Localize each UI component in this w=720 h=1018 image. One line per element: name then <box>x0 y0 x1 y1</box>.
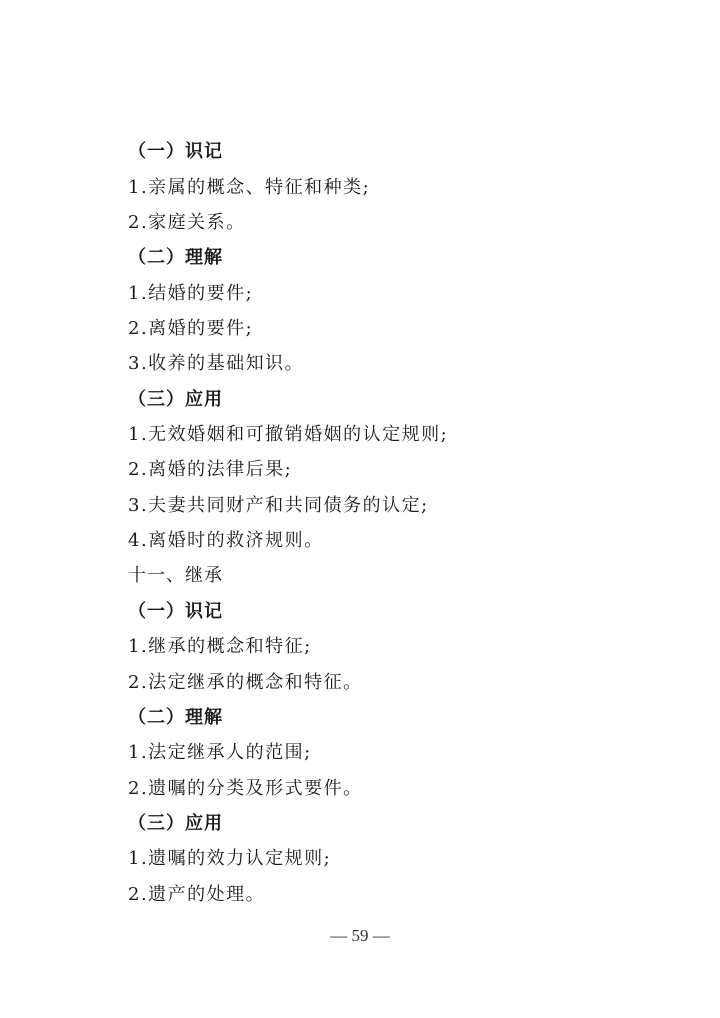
list-item: 3.收养的基础知识。 <box>128 353 305 374</box>
subsection-heading-memorize: （一）识记 <box>128 601 223 622</box>
list-item: 1.继承的概念和特征; <box>128 636 312 657</box>
subsection-heading-memorize: （一）识记 <box>128 141 223 162</box>
list-item: 2.法定继承的概念和特征。 <box>128 672 363 693</box>
list-item: 1.无效婚姻和可撤销婚姻的认定规则; <box>128 424 449 445</box>
list-item: 2.离婚的法律后果; <box>128 459 293 480</box>
subsection-heading-apply: （三）应用 <box>128 389 223 410</box>
list-item: 4.离婚时的救济规则。 <box>128 530 324 551</box>
subsection-heading-apply: （三）应用 <box>128 813 223 834</box>
list-item: 2.遗产的处理。 <box>128 884 266 905</box>
page-number: — 59 — <box>330 926 390 945</box>
list-item: 2.离婚的要件; <box>128 318 254 339</box>
list-item: 1.遗嘱的效力认定规则; <box>128 848 332 869</box>
list-item: 1.亲属的概念、特征和种类; <box>128 177 371 198</box>
subsection-heading-understand: （二）理解 <box>128 247 223 268</box>
list-item: 1.法定继承人的范围; <box>128 742 312 763</box>
list-item: 1.结婚的要件; <box>128 283 254 304</box>
list-item: 2.家庭关系。 <box>128 212 246 233</box>
section-heading-inheritance: 十一、继承 <box>128 565 223 586</box>
list-item: 3.夫妻共同财产和共同债务的认定; <box>128 495 429 516</box>
subsection-heading-understand: （二）理解 <box>128 707 223 728</box>
list-item: 2.遗嘱的分类及形式要件。 <box>128 778 363 799</box>
